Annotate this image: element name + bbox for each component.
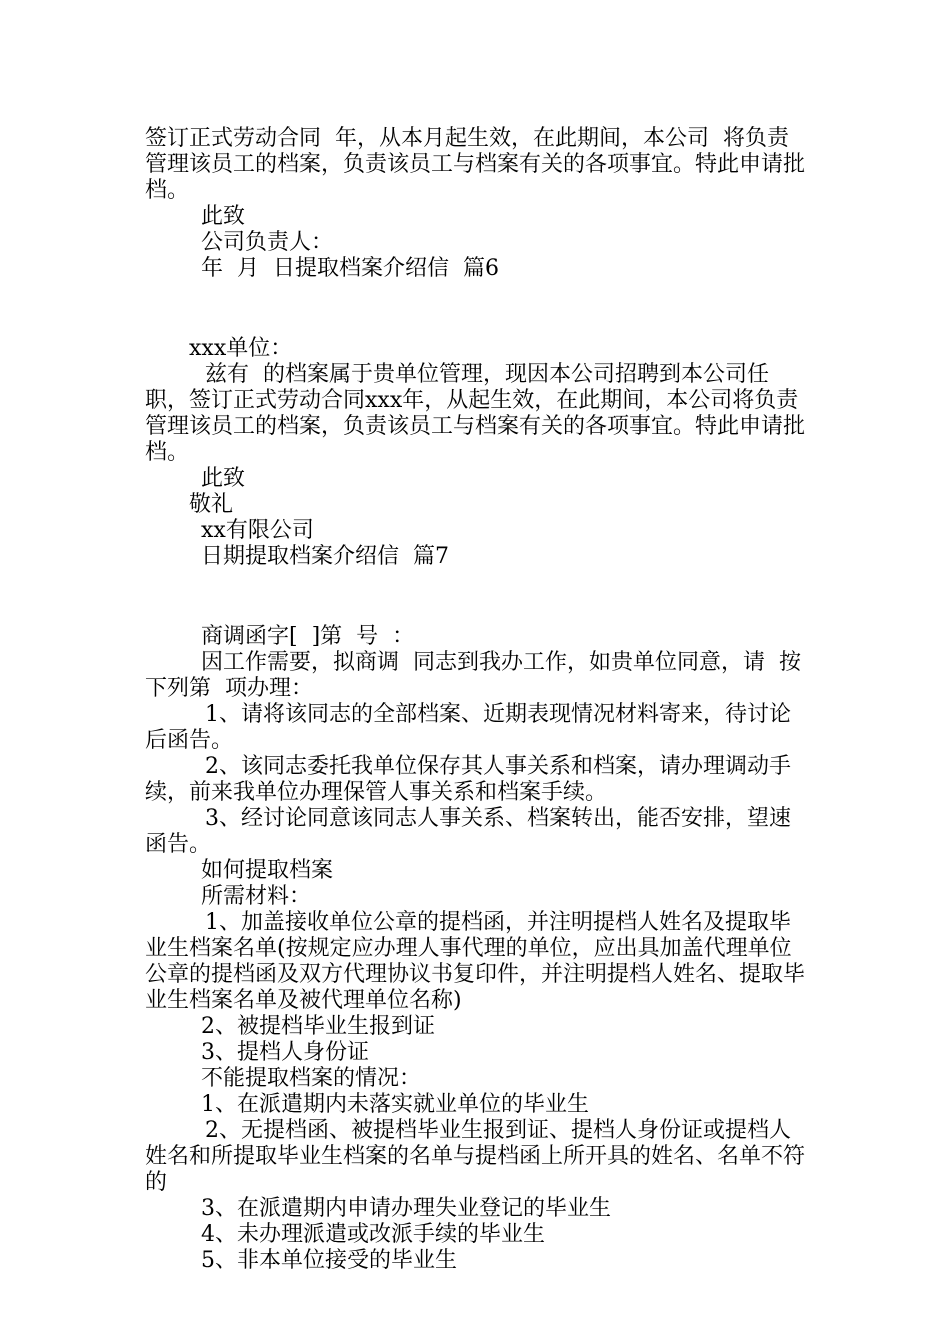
- list-item-material-1: 1、加盖接收单位公章的提档函，并注明提档人姓名及提取毕业生档案名单(按规定应办理人事代理的单位，应出具加盖代理单位公章的提档函及双方代理协议书复印件，并注明提档人姓名、提取毕业生档案名单及被代理单位名称): [145, 910, 806, 1013]
- heading-how-to-retrieve: 如何提取档案: [201, 858, 334, 883]
- section-spacer-2: [145, 570, 810, 624]
- paragraph-salutation-jingli: 敬礼: [189, 492, 234, 517]
- paragraph-transfer-request: 因工作需要，拟商调 同志到我办工作，如贵单位同意，请 按下列第 项办理：: [145, 650, 801, 701]
- paragraph-date-heading-7: 日期提取档案介绍信 篇7: [201, 544, 449, 569]
- paragraph-letter-number: 商调函字[ ]第 号 ：: [201, 624, 415, 649]
- list-item-case-2: 2、无提档函、被提档毕业生报到证、提档人身份证或提档人姓名和所提取毕业生档案的名单与提档函上所开具的姓名、名单不符的: [145, 1118, 806, 1195]
- list-item-option-3: 3、经讨论同意该同志人事关系、档案转出，能否安排，望速函告。: [145, 806, 791, 857]
- paragraph-letter-body: 兹有 的档案属于贵单位管理，现因本公司招聘到本公司任职，签订正式劳动合同xxx年，从起生效，在此期间，本公司将负责管理该员工的档案，负责该员工与档案有关的各项事宜。特此申请批档。: [145, 362, 806, 465]
- document-body: [145, 126, 810, 1274]
- list-item-material-2: 2、被提档毕业生报到证: [201, 1014, 435, 1039]
- paragraph-salutation-cizhi-2: 此致: [201, 466, 246, 491]
- list-item-case-3: 3、在派遣期内申请办理失业登记的毕业生: [201, 1196, 611, 1221]
- section-spacer: [145, 282, 810, 336]
- paragraph-company-name: xx有限公司: [201, 518, 314, 543]
- paragraph-date-heading-6: 年 月 日提取档案介绍信 篇6: [201, 256, 499, 281]
- list-item-case-4: 4、未办理派遣或改派手续的毕业生: [201, 1222, 545, 1247]
- heading-cannot-retrieve: 不能提取档案的情况：: [201, 1066, 422, 1091]
- list-item-option-2: 2、该同志委托我单位保存其人事关系和档案，请办理调动手续，前来我单位办理保管人事关系和档案手续。: [145, 754, 791, 805]
- heading-required-materials: 所需材料：: [201, 884, 312, 909]
- paragraph-company-head: 公司负责人：: [201, 230, 334, 255]
- list-item-case-1: 1、在派遣期内未落实就业单位的毕业生: [201, 1092, 589, 1117]
- paragraph-recipient-unit: xxx单位：: [189, 336, 293, 361]
- list-item-material-3: 3、提档人身份证: [201, 1040, 369, 1065]
- paragraph-salutation-cizhi: 此致: [201, 204, 246, 229]
- list-item-option-1: 1、请将该同志的全部档案、近期表现情况材料寄来，待讨论后函告。: [145, 702, 791, 753]
- paragraph-contract-continuation: 签订正式劳动合同 年，从本月起生效，在此期间，本公司 将负责管理该员工的档案，负责该员工与档案有关的各项事宜。特此申请批档。: [145, 126, 806, 203]
- list-item-case-5: 5、非本单位接受的毕业生: [201, 1248, 457, 1273]
